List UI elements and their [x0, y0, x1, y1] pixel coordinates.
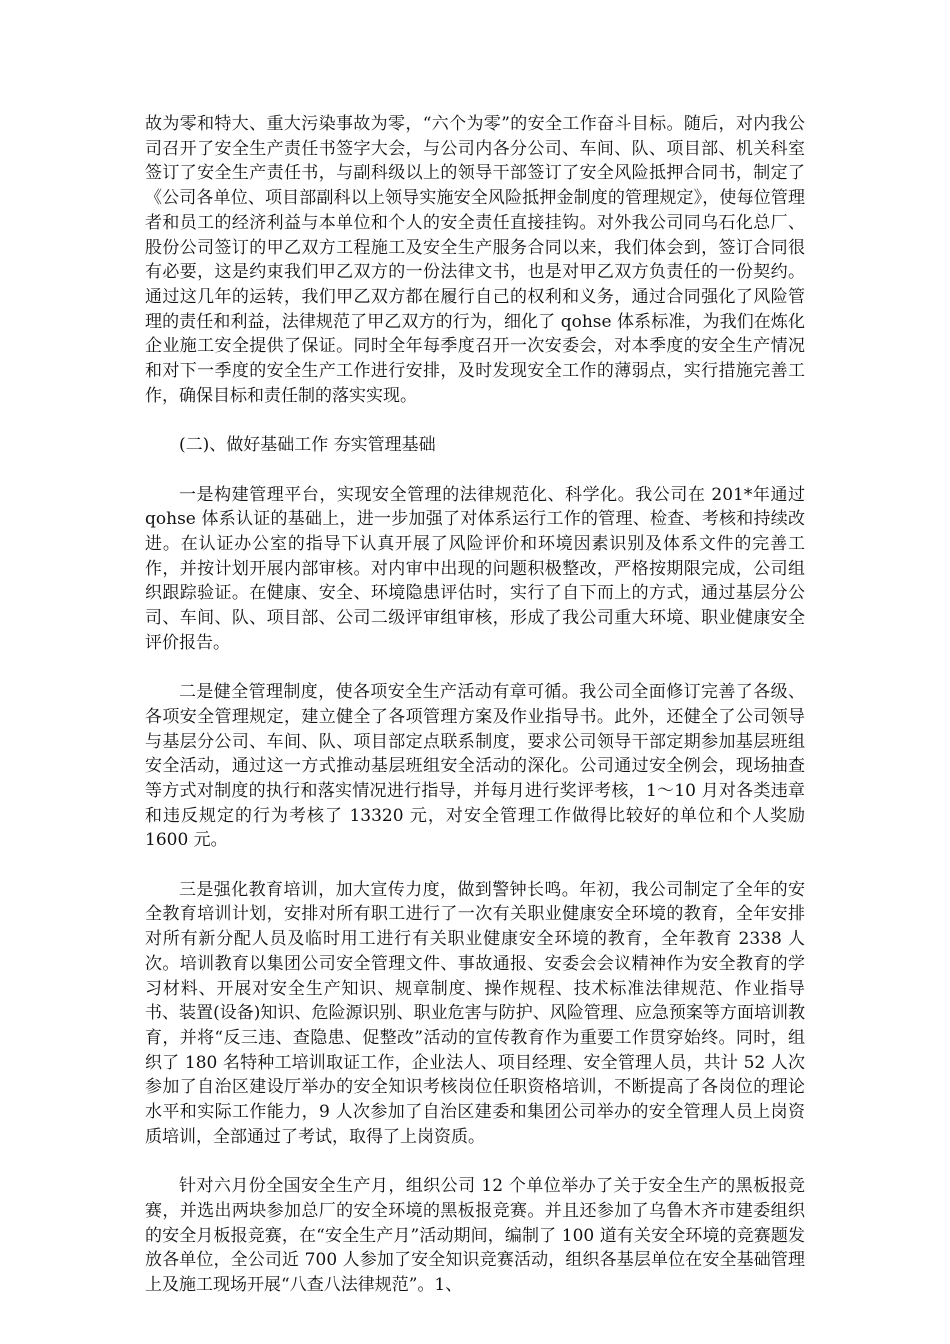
paragraph-education-training: 三是强化教育培训，加大宣传力度，做到警钟长鸣。年初，我公司制定了全年的安全教育培训计划，安排对所有职工进行了一次有关职业健康安全环境的教育，全年安排对所有新分配人员及临时用工进行有关职业健康安全环境的教育，全年教育 2338 人次。培训教育以集团公司安全管理文件、事故通报、安委会会议精神作为安全教育的学习材料、开展对安全生产知识、规章制度、操作规程、技术标准法律规范、作业指导书、装置(设备)知识、危险源识别、职业危害与防护、风险管理、应急预案等方面培训教育，并将“反三违、查隐患、促整改”活动的宣传教育作为重要工作贯穿始终。同时，组织了 180 名特种工培训取证工作，企业法人、项目经理、安全管理人员，共计 52 人次参加了自治区建设厅举办的安全知识考核岗位任职资格培训，不断提高了各岗位的理论水平和实际工作能力，9 人次参加了自治区建委和集团公司举办的安全管理人员上岗资质培训，全部通过了考试，取得了上岗资质。 [145, 879, 805, 1147]
paragraph-safety-month: 针对六月份全国安全生产月，组织公司 12 个单位举办了关于安全生产的黑板报竞赛，并选出两块参加总厂的安全环境的黑板报竞赛。并且还参加了乌鲁木齐市建委组织的安全月板报竞赛，在“安全生产月”活动期间，编制了 100 道有关安全环境的竞赛题发放各单位，全公司近 700 人参加了安全知识竞赛活动，组织各基层单位在安全基础管理上及施工现场开展“八查八法律规范”。1、 [145, 1176, 805, 1295]
paragraph-management-platform: 一是构建管理平台，实现安全管理的法律规范化、科学化。我公司在 201*年通过 qohse 体系认证的基础上，进一步加强了对体系运行工作的管理、检查、考核和持续改进。在认证办公室的指导下认真开展了风险评价和环境因素识别及体系文件的完善工作，并按计划开展内部审核。对内审中出现的问题积极整改，严格按期限完成，公司组织跟踪验证。在健康、安全、环境隐患评估时，实行了自下而上的方式，通过基层分公司、车间、队、项目部、公司二级评审组审核，形成了我公司重大环境、职业健康安全评价报告。 [145, 484, 805, 653]
paragraph-safety-responsibility: 故为零和特大、重大污染事故为零，“六个为零”的安全工作奋斗目标。随后，对内我公司召开了安全生产责任书签字大会，与公司内各分公司、车间、队、项目部、机关科室签订了安全生产责任书，与副科级以上的领导干部签订了安全风险抵押合同书，制定了《公司各单位、项目部副科以上领导实施安全风险抵押金制度的管理规定》，使每位管理者和员工的经济利益与本单位和个人的安全责任直接挂钩。对外我公司同乌石化总厂、股份公司签订的甲乙双方工程施工及安全生产服务合同以来，我们体会到，签订合同很有必要，这是约束我们甲乙双方的一份法律文书，也是对甲乙双方负责任的一份契约。通过这几年的运转，我们甲乙双方都在履行自己的权利和义务，通过合同强化了风险管理的责任和利益，法律规范了甲乙双方的行为，细化了 qohse 体系标准，为我们在炼化企业施工安全提供了保证。同时全年每季度召开一次安委会，对本季度的安全生产情况和对下一季度的安全生产工作进行安排，及时发现安全工作的薄弱点，实行措施完善工作，确保目标和责任制的落实实现。 [145, 114, 805, 406]
document-body [145, 112, 805, 1322]
section-heading-foundation-work: (二)、做好基础工作 夯实管理基础 [179, 435, 436, 456]
paragraph-management-system: 二是健全管理制度，使各项安全生产活动有章可循。我公司全面修订完善了各级、各项安全管理规定，建立健全了各项管理方案及作业指导书。此外，还健全了公司领导与基层分公司、车间、队、项目部定点联系制度，要求公司领导干部定期参加基层班组安全活动，通过这一方式推动基层班组安全活动的深化。公司通过安全例会，现场抽查等方式对制度的执行和落实情况进行指导，并每月进行奖评考核，1～10 月对各类违章和违反规定的行为考核了 13320 元，对安全管理工作做得比较好的单位和个人奖励 1600 元。 [145, 682, 805, 851]
